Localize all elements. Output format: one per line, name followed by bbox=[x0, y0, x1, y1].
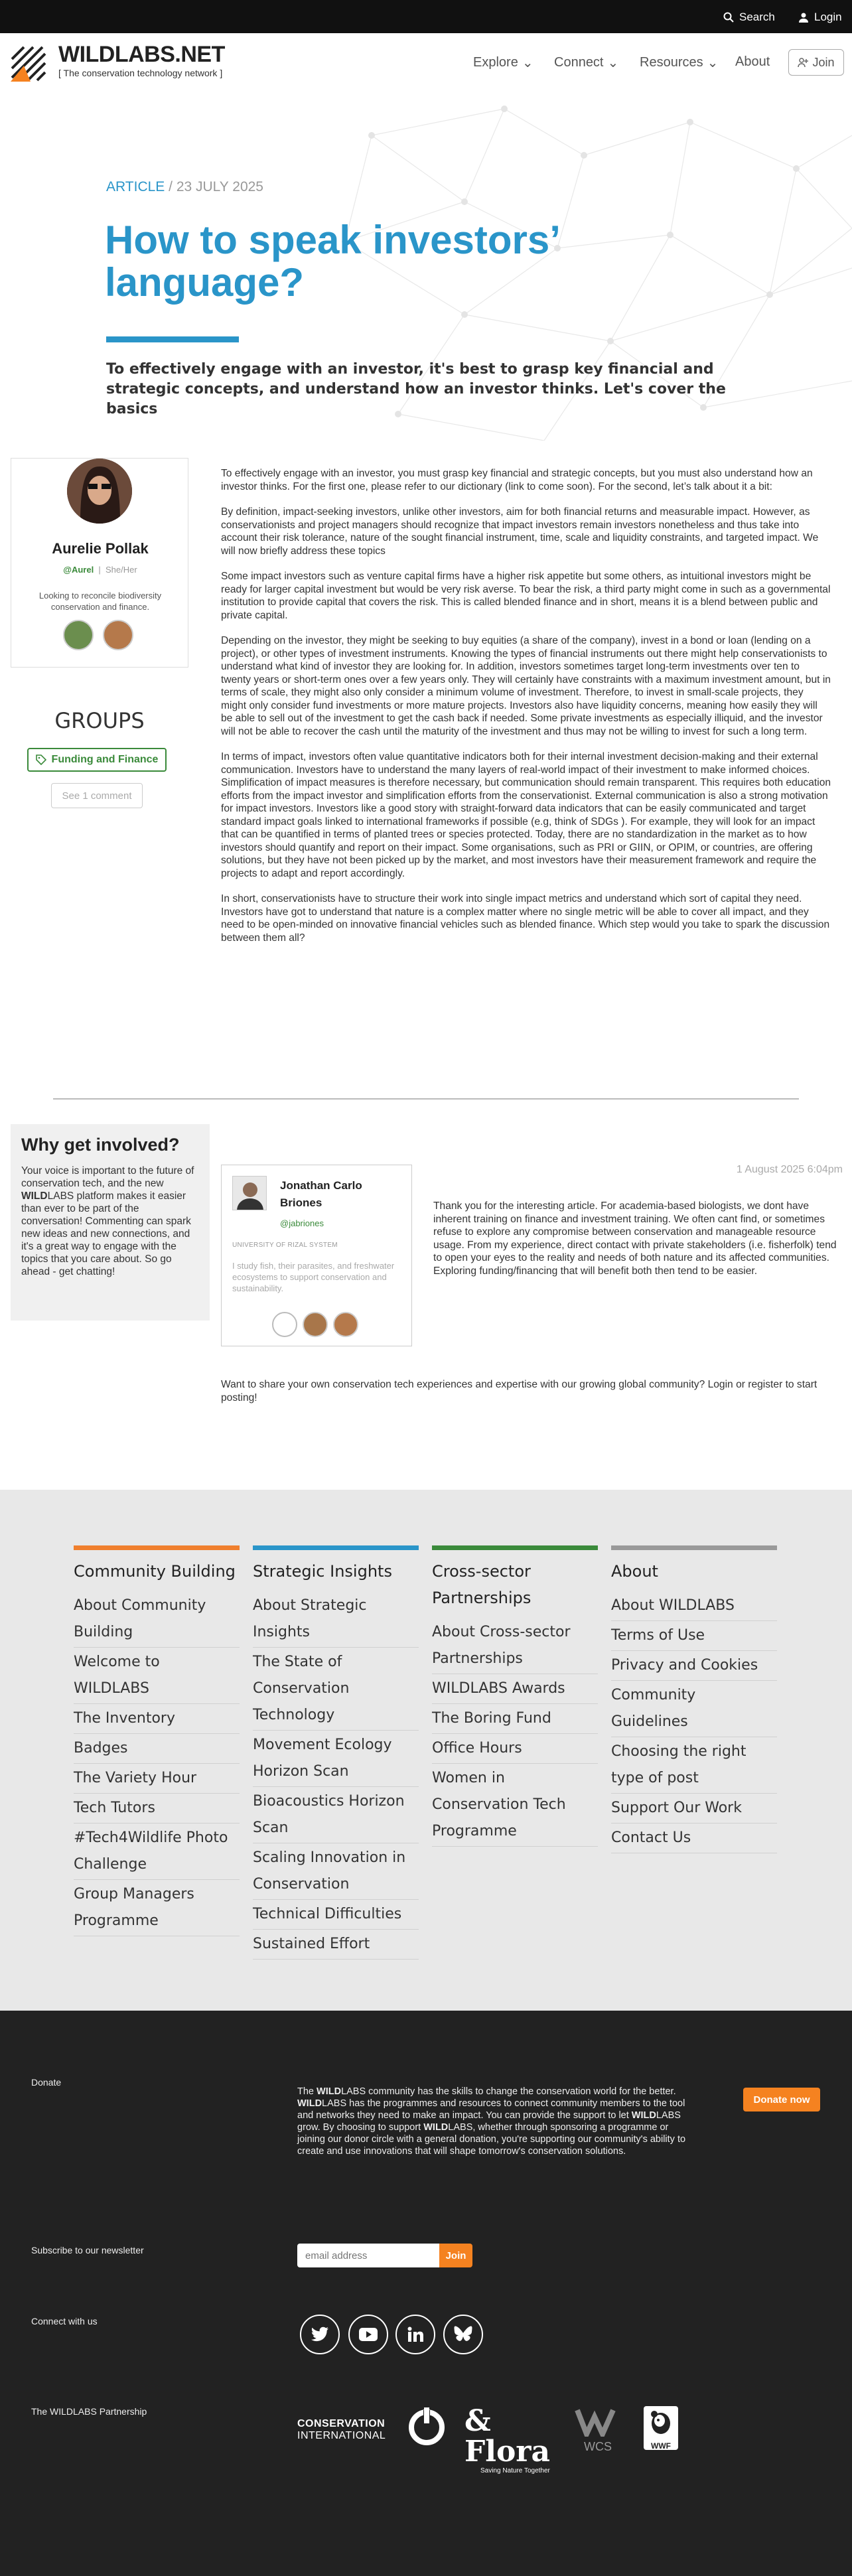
join-button[interactable] bbox=[788, 49, 844, 76]
footer-column bbox=[253, 1545, 419, 1960]
top-bar bbox=[0, 0, 852, 33]
ff-logo-sub: Saving Nature Together bbox=[480, 2467, 550, 2474]
footer-link[interactable]: About WILDLABS bbox=[611, 1591, 777, 1621]
commenter-handle: @jabriones bbox=[280, 1218, 324, 1228]
footer-link[interactable]: Privacy and Cookies bbox=[611, 1651, 777, 1681]
commenter-bio: I study fish, their parasites, and freshwater ecosystems to support conservation and sustainability. bbox=[232, 1261, 395, 1293]
footer-link[interactable]: About Strategic Insights bbox=[253, 1591, 419, 1648]
why-title: Why get involved? bbox=[21, 1135, 180, 1155]
section-divider bbox=[53, 1098, 799, 1100]
site-tagline: [ The conservation technology network ] bbox=[58, 68, 223, 78]
commenter-organization: UNIVERSITY OF RIZAL SYSTEM bbox=[232, 1242, 338, 1249]
footer-column bbox=[432, 1545, 598, 1847]
wwf-logo[interactable] bbox=[644, 2406, 678, 2450]
footer-link[interactable]: Technical Difficulties bbox=[253, 1900, 419, 1930]
group-tag-label: Funding and Finance bbox=[51, 754, 159, 765]
site-logo-text[interactable]: WILDLABS.NET bbox=[58, 42, 225, 67]
donate-text: The WILDLABS community has the skills to change the conservation world for the better. WILDLABS has the programmes and resources to connect community members to the tool and networks they need to make an impact. You can provide the support to let WILDLABS grow. By choosing to support WILDLABS, whether through sponsoring a programme or joining our donor circle with a general donation, you're supporting our community's ability to create and use innovations that will shape tomorrow's conservation solutions. bbox=[297, 2086, 686, 2157]
article-paragraph: In short, conservationists have to structure their work into single impact metrics and understand which sort of capital they need. Investors have got to understand that nature is a complex matter where no single metric will be able to cover all impact, and they need to be open-minded on innovative financial vehicles such as blended finance. Which step would you take to spark the discussion between them all? bbox=[221, 893, 830, 944]
article-meta bbox=[106, 179, 263, 195]
chevron-down-icon: ⌄ bbox=[707, 56, 719, 70]
article-category[interactable]: ARTICLE bbox=[106, 179, 165, 194]
chevron-down-icon: ⌄ bbox=[607, 56, 619, 70]
footer-link[interactable]: Scaling Innovation in Conservation bbox=[253, 1843, 419, 1900]
footer-column-accent-bar bbox=[253, 1545, 419, 1550]
ci-logo-line2: INTERNATIONAL bbox=[297, 2430, 386, 2441]
connect-label: Connect with us bbox=[31, 2316, 98, 2326]
nav-about-label: About bbox=[735, 54, 770, 69]
commenter-card bbox=[221, 1165, 412, 1346]
footer-link[interactable]: Movement Ecology Horizon Scan bbox=[253, 1731, 419, 1787]
badge-icon[interactable] bbox=[103, 620, 133, 650]
search-label: Search bbox=[739, 11, 775, 23]
footer-column-title: About bbox=[611, 1562, 658, 1581]
footer-column-accent-bar bbox=[74, 1545, 240, 1550]
ci-logo-line1: CONSERVATION bbox=[297, 2418, 386, 2429]
fauna-flora-logo[interactable] bbox=[464, 2406, 564, 2474]
wwf-logo-text: WWF bbox=[651, 2441, 671, 2451]
footer-link[interactable]: Tech Tutors bbox=[74, 1794, 240, 1824]
newsletter-email-input[interactable] bbox=[297, 2244, 439, 2267]
twitter-icon[interactable] bbox=[300, 2315, 340, 2354]
author-name[interactable]: Aurelie Pollak bbox=[52, 540, 149, 557]
search-link[interactable] bbox=[723, 11, 775, 24]
footer-link[interactable]: Choosing the right type of post bbox=[611, 1737, 777, 1794]
nav-resources[interactable] bbox=[640, 54, 718, 71]
author-handle: @Aurel bbox=[63, 565, 94, 575]
title-underline bbox=[106, 336, 239, 342]
newsletter-join-button[interactable]: Join bbox=[439, 2244, 472, 2267]
badge-icon[interactable] bbox=[272, 1312, 297, 1337]
conservation-international-logo[interactable] bbox=[297, 2415, 390, 2442]
add-user-icon bbox=[798, 57, 808, 68]
footer-column bbox=[611, 1545, 777, 1853]
footer-link[interactable]: Sustained Effort bbox=[253, 1930, 419, 1960]
author-bio: Looking to reconcile biodiversity conservation and finance. bbox=[38, 591, 162, 612]
group-tag-funding[interactable] bbox=[27, 748, 167, 772]
footer-link[interactable]: Welcome to WILDLABS bbox=[74, 1648, 240, 1704]
footer-column-title: Community Building bbox=[74, 1562, 236, 1581]
badge-icon[interactable] bbox=[63, 620, 94, 650]
footer-link[interactable]: About Cross-sector Partnerships bbox=[432, 1618, 598, 1674]
footer-column-title: Cross-sector Partnerships bbox=[432, 1562, 532, 1607]
login-link[interactable] bbox=[798, 11, 842, 24]
linkedin-icon[interactable] bbox=[395, 2315, 435, 2354]
groups-heading: GROUPS bbox=[54, 708, 145, 733]
donate-label: Donate bbox=[31, 2077, 62, 2088]
footer-column-accent-bar bbox=[432, 1545, 598, 1550]
footer-link[interactable]: Women in Conservation Tech Programme bbox=[432, 1764, 598, 1847]
commenter-avatar[interactable] bbox=[232, 1176, 267, 1210]
comment-date: 1 August 2025 6:04pm bbox=[736, 1164, 843, 1175]
article-lead: To effectively engage with an investor, it's best to grasp key financial and strategic concepts, and understand how an investor thinks. Let's cover the basics bbox=[106, 361, 726, 417]
footer-link[interactable]: Support Our Work bbox=[611, 1794, 777, 1824]
join-label: Join bbox=[812, 55, 835, 69]
footer-link[interactable]: WILDLABS Awards bbox=[432, 1674, 598, 1704]
footer-link[interactable]: Badges bbox=[74, 1734, 240, 1764]
share-prompt: Want to share your own conservation tech experiences and expertise with our growing global community? Login or register to start posting! bbox=[221, 1379, 817, 1403]
nav-explore-label: Explore bbox=[473, 55, 518, 70]
why-text: Your voice is important to the future of conservation tech, and the new WILDLABS platform makes it easier than ever to be part of the conversation! Commenting can spark new ideas and new connections, and it's a great way to engage with the topics that you care about. So go ahead - get chatting! bbox=[21, 1165, 194, 1277]
badge-icon[interactable] bbox=[303, 1312, 328, 1337]
footer-link[interactable]: The Inventory bbox=[74, 1704, 240, 1734]
newsletter-label: Subscribe to our newsletter bbox=[31, 2245, 144, 2255]
footer-column bbox=[74, 1545, 240, 1936]
nav-connect[interactable] bbox=[554, 54, 618, 71]
user-icon bbox=[798, 12, 809, 23]
tag-icon bbox=[36, 754, 46, 765]
donate-now-button[interactable]: Donate now bbox=[743, 2088, 820, 2111]
footer-link[interactable]: Office Hours bbox=[432, 1734, 598, 1764]
see-comments-button[interactable]: See 1 comment bbox=[51, 783, 143, 808]
login-label: Login bbox=[814, 11, 842, 23]
wcs-logo[interactable] bbox=[575, 2407, 621, 2453]
author-pronouns: She/Her bbox=[106, 565, 137, 575]
ci-emblem-icon bbox=[407, 2406, 446, 2449]
why-get-involved-box bbox=[11, 1124, 210, 1321]
panda-icon bbox=[644, 2406, 678, 2438]
wcs-logo-text: WCS bbox=[584, 2440, 612, 2453]
footer-link[interactable]: #Tech4Wildlife Photo Challenge bbox=[74, 1824, 240, 1880]
youtube-icon[interactable] bbox=[348, 2315, 388, 2354]
footer-column-accent-bar bbox=[611, 1545, 777, 1550]
footer-link[interactable]: Group Managers Programme bbox=[74, 1880, 240, 1936]
author-avatar[interactable] bbox=[67, 459, 132, 524]
article-paragraph: Some impact investors such as venture capital firms have a higher risk appetite but some others, as intuitional investors might be ready for larger capital investment but would be very risk averse. To bear the risk, a third party might come in such as a governmental institution to provide capital that covers the risk. This is called blended finance and in short, means it is a blend between public and private capital. bbox=[221, 571, 831, 621]
search-icon bbox=[723, 12, 734, 23]
footer-link[interactable]: Bioacoustics Horizon Scan bbox=[253, 1787, 419, 1843]
nav-resources-label: Resources bbox=[640, 55, 703, 70]
comment-text: Thank you for the interesting article. For academia-based biologists, we dont have inherent training on finance and investment training. We often cant find, or sometimes refuse to explore any compromise between conservation and manageable resource usage. From my experience, direct contact with private stakeholders (i.e. fisherfolk) tend to open your eyes to the reality and needs of both nature and its affected communities. Exploring funding/financing that will benefit both then tend to be easier. bbox=[433, 1200, 837, 1277]
article-paragraph: To effectively engage with an investor, you must grasp key financial and strategic concepts, but you must also understand how an investor thinks. For the first one, please refer to our dictionary (link to come soon). For the second, let’s talk about it a bit: bbox=[221, 468, 813, 492]
partnership-label: The WILDLABS Partnership bbox=[31, 2406, 147, 2417]
article-date: / 23 JULY 2025 bbox=[169, 179, 263, 194]
article-body bbox=[221, 467, 831, 957]
footer-link[interactable]: Community Guidelines bbox=[611, 1681, 777, 1737]
wcs-emblem-icon bbox=[575, 2407, 621, 2437]
wildlabs-logo-icon[interactable] bbox=[11, 46, 46, 82]
chevron-down-icon: ⌄ bbox=[522, 56, 533, 70]
page-title: How to speak investors’ language? bbox=[105, 218, 559, 305]
article-paragraph: Depending on the investor, they might be seeking to buy equities (a share of the company), invest in a bond or loan (lending on a project), or other types of investment instruments. Knowing the types of financial instruments out there might help conservationists to understand what kind of investor they are looking for. In addition, investors sometimes target long-term investments over ten to twenty years or short-term ones over a few years only. They will certainly have constraints with a maximum investment amount, but in terms of scale, they might also only consider a minimum volume of investment. Therefore, to invest in small-scale projects, they might only consider fund investments or more mature projects. Investors also have liquidity concerns, meaning how easily they will be able to sell out of the investment to get the cash back if needed. Some private investments as especially illiquid, and the investor will not be able to recover the cash until the maturity of the investment and thus may not be willing to invest for such a long term. bbox=[221, 635, 831, 737]
footer-link[interactable]: The Variety Hour bbox=[74, 1764, 240, 1794]
nav-explore[interactable] bbox=[473, 54, 533, 71]
commenter-name[interactable]: Jonathan Carlo Briones bbox=[280, 1179, 362, 1209]
ff-logo-name: & Flora bbox=[464, 2404, 550, 2469]
article-paragraph: In terms of impact, investors often value quantitative indicators both for their internal investment decision-making and their external communication. Investors have to understand the many layers of real-world impact of their investment to make informed choices. Simplification of impact measures is therefore necessary, but communication should remain transparent. This requires both education efforts from the impact investor and simplification efforts from the conservationist. External communication is also a strong motivation for impact investors. Investors like a good story with straight-forward data indicators that can be easily communicated and target standard impact goals linked to international frameworks if possible (e.g, think of SDGs ). For example, they will look for an impact that can be quantified in terms of planted trees or species protected. Today, there are no standardization in the market as to how investors should quantify and report on their impact. Some organisations, such as PRI or GIIN, or OPIM, or countries, are offering solutions, but they have not been picked up by the market, and most investors have their measurement framework and require the projects to adapt and report accordingly. bbox=[221, 751, 831, 879]
footer-link[interactable]: Contact Us bbox=[611, 1824, 777, 1853]
nav-connect-label: Connect bbox=[554, 55, 604, 70]
author-handle-line: @Aurel | She/Her bbox=[63, 565, 137, 575]
footer-link[interactable]: Terms of Use bbox=[611, 1621, 777, 1651]
author-card bbox=[11, 458, 188, 668]
bluesky-icon[interactable] bbox=[443, 2315, 483, 2354]
footer-link[interactable]: The Boring Fund bbox=[432, 1704, 598, 1734]
nav-about[interactable] bbox=[735, 54, 770, 70]
footer-column-title: Strategic Insights bbox=[253, 1562, 392, 1581]
article-paragraph: By definition, impact-seeking investors, unlike other investors, aim for both financial returns and measurable impact. However, as conservationists and project managers should recognize that impact investors remain investors nonetheless and thus take into account their risk tolerance, nature of the sought financial instrument, time, scale and liquidity constraints, and targeted impact. We will now briefly address these topics bbox=[221, 506, 819, 557]
footer-link[interactable]: The State of Conservation Technology bbox=[253, 1648, 419, 1731]
badge-icon[interactable] bbox=[333, 1312, 358, 1337]
footer-link[interactable]: About Community Building bbox=[74, 1591, 240, 1648]
